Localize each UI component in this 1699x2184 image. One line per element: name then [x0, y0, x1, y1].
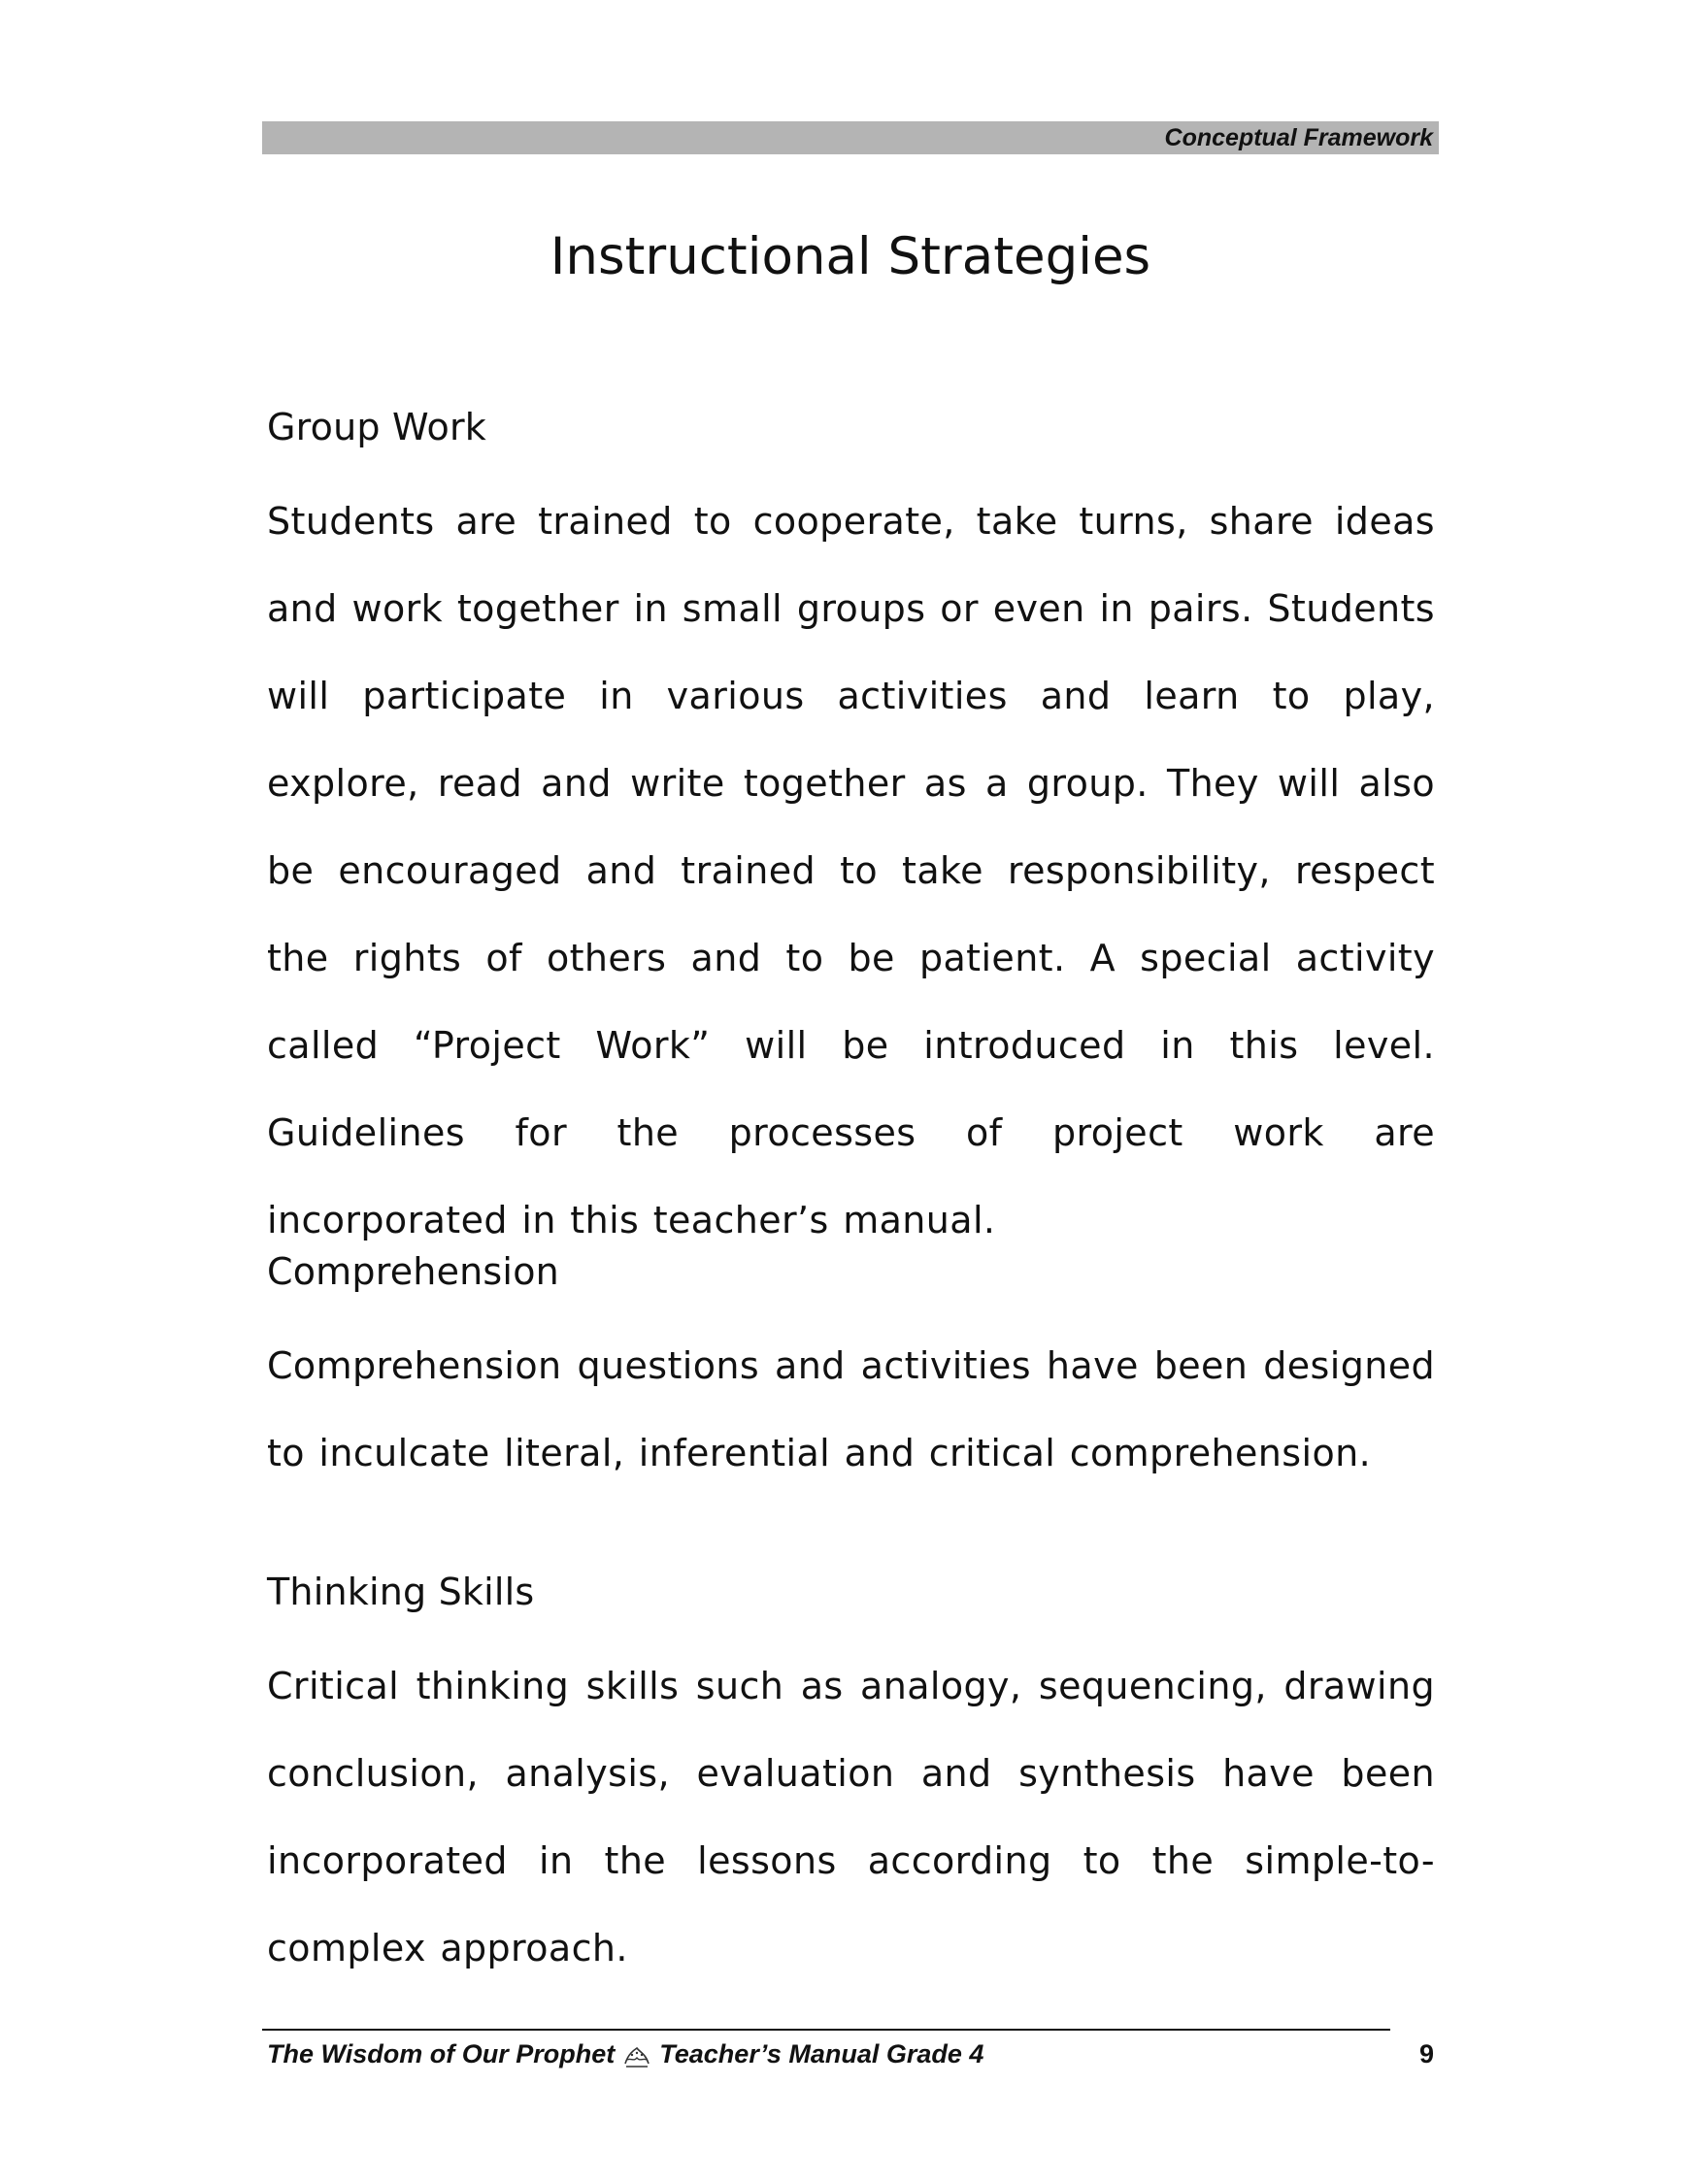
footer-book-title: The Wisdom of Our Prophet [267, 2039, 616, 2068]
page-title: Instructional Strategies [550, 227, 1151, 286]
header-bar [262, 121, 1439, 154]
section-group-work [267, 398, 1435, 1264]
footer-book-info [267, 2036, 983, 2071]
section-comprehension [267, 1242, 1435, 1497]
header-label: Conceptual Framework [1164, 124, 1433, 151]
footer-manual-label: Teacher’s Manual Grade 4 [659, 2039, 984, 2068]
salutation-seal-icon [622, 2043, 651, 2068]
section-heading: Comprehension [267, 1250, 559, 1293]
section-body: Students are trained to cooperate, take turns, share ideas and work together in small groups or even in pairs. Students will participate in various activities and learn to play, explore, read and write together as a group. They will also be encouraged and trained to take responsibility, respect the rights of others and to be patient. A special activity called “Project Work” will be introduced in this level. Guidelines for the processes of project work are incorporated in this teacher’s manual. [267, 500, 1435, 1241]
section-thinking-skills [267, 1563, 1435, 1992]
footer-rule [262, 2029, 1390, 2031]
section-body: Critical thinking skills such as analogy, sequencing, drawing conclusion, analysis, evaluation and synthesis have been incorporated in the lessons according to the simple-to-complex approach. [267, 1665, 1435, 1969]
section-body: Comprehension questions and activities have been designed to inculcate literal, inferential and critical comprehension. [267, 1344, 1435, 1474]
page-number: 9 [1419, 2039, 1435, 2068]
section-heading: Group Work [267, 406, 486, 448]
section-heading: Thinking Skills [267, 1571, 535, 1613]
